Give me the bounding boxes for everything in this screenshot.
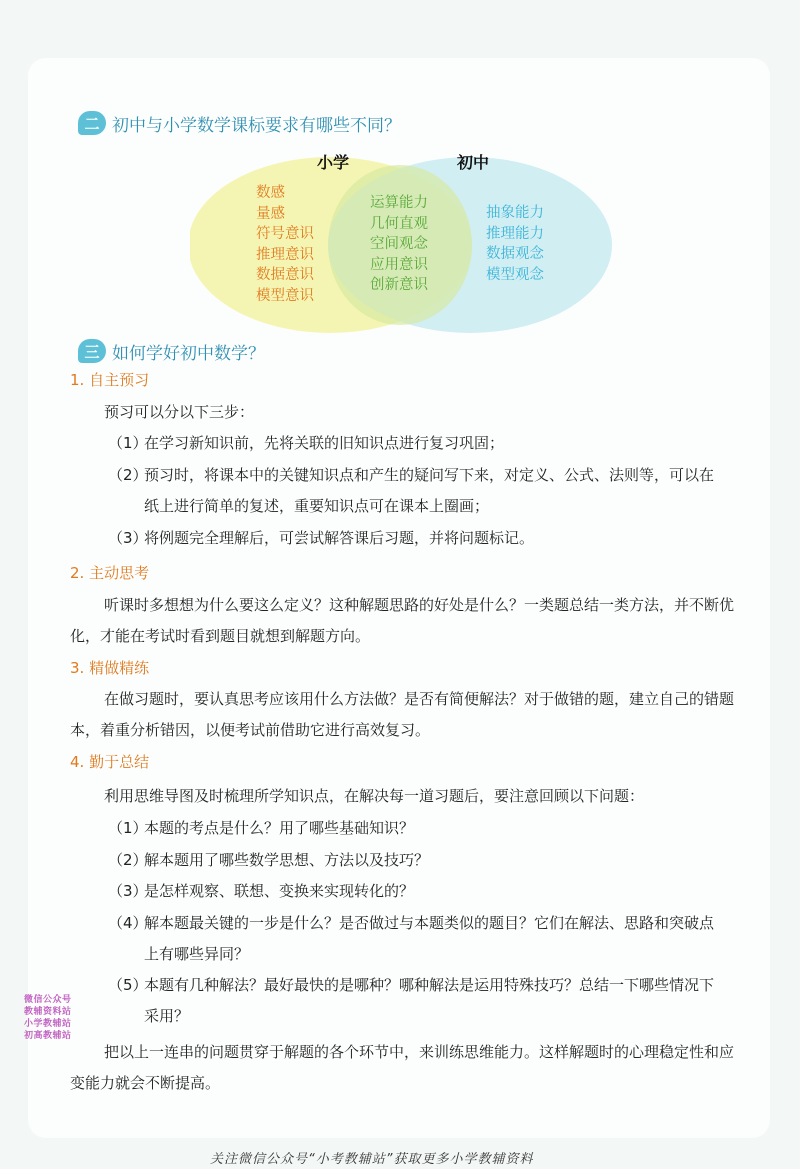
subsection-4-item xyxy=(108,845,738,876)
venn-left-item: 量感 xyxy=(256,205,285,222)
section-2-heading xyxy=(78,108,401,138)
item-text: 在学习新知识前，先将关联的旧知识点进行复习巩固； xyxy=(144,434,505,452)
watermark-line: 教辅资料站 xyxy=(24,1007,72,1017)
venn-overlap-item: 空间观念 xyxy=(370,236,428,252)
item-text: 本题的考点是什么？用了哪些基础知识？ xyxy=(144,819,415,837)
section-2-badge: 二 xyxy=(78,111,106,135)
venn-overlap-item: 几何直观 xyxy=(370,215,428,232)
subsection-1-item xyxy=(108,523,738,554)
venn-overlap-item: 运算能力 xyxy=(370,195,428,211)
venn-left-list xyxy=(256,183,314,306)
venn-right-label: 初中 xyxy=(457,153,490,172)
subsection-4-item xyxy=(108,970,728,1032)
subsection-3-text: 在做习题时，要认真思考应该用什么方法做？是否有简便解法？对于做错的题，建立自己的错题本，着重分析错因，以便考试前借助它进行高效复习。 xyxy=(70,690,735,739)
subsection-1-item xyxy=(108,460,728,522)
subsection-4-intro: 利用思维导图及时梳理所学知识点，在解决每一道习题后，要注意回顾以下问题： xyxy=(104,787,645,805)
section-3-heading xyxy=(78,336,265,366)
item-text: 解本题最关键的一步是什么？是否做过与本题类似的题目？它们在解法、思路和突破点上有哪些异同？ xyxy=(144,914,715,963)
venn-diagram xyxy=(190,145,620,345)
item-number: （3） xyxy=(108,882,148,900)
venn-left-item: 数据意识 xyxy=(256,267,314,283)
venn-right-item: 抽象能力 xyxy=(486,205,544,221)
watermark-line: 小学教辅站 xyxy=(24,1019,72,1029)
venn-overlap-list xyxy=(370,193,428,296)
watermark-stamp xyxy=(24,994,88,1042)
section-3-title: 如何学好初中数学？ xyxy=(112,343,265,364)
venn-overlap-item: 创新意识 xyxy=(370,277,428,293)
item-text: 预习时，将课本中的关键知识点和产生的疑问写下来，对定义、公式、法则等，可以在纸上进行简单的复述，重要知识点可在课本上圈画； xyxy=(144,466,715,515)
venn-left-item: 模型意识 xyxy=(256,287,314,304)
venn-left-item: 数感 xyxy=(256,185,285,201)
venn-left-label: 小学 xyxy=(317,153,350,172)
subsection-4-item xyxy=(108,876,738,907)
subsection-1-intro: 预习可以分以下三步： xyxy=(104,403,255,421)
section-3-badge: 三 xyxy=(78,339,106,363)
subsection-4-heading: 4. 勤于总结 xyxy=(70,753,150,771)
item-number: （1） xyxy=(108,434,148,452)
watermark-line: 微信公众号 xyxy=(24,995,72,1005)
item-number: （2） xyxy=(108,466,148,484)
item-number: （2） xyxy=(108,851,148,869)
venn-left-item: 符号意识 xyxy=(256,226,314,242)
item-text: 将例题完全理解后，可尝试解答课后习题，并将问题标记。 xyxy=(144,529,535,547)
subsection-1-heading: 1. 自主预习 xyxy=(70,371,150,389)
subsection-4-item xyxy=(108,813,738,844)
watermark-line: 初高教辅站 xyxy=(24,1031,72,1041)
venn-left-item: 推理意识 xyxy=(256,246,314,263)
venn-right-item: 数据观念 xyxy=(486,246,544,262)
footer-note: 关注微信公众号“小考教辅站”获取更多小学教辅资料 xyxy=(210,1152,534,1167)
item-text: 本题有几种解法？最好最快的是哪种？哪种解法是运用特殊技巧？总结一下哪些情况下采用？ xyxy=(144,976,715,1025)
subsection-3-heading: 3. 精做精练 xyxy=(70,659,150,677)
subsection-4-item xyxy=(108,908,728,970)
subsection-1-item xyxy=(108,428,738,459)
venn-right-item: 模型观念 xyxy=(486,266,544,283)
venn-right-item: 推理能力 xyxy=(486,225,544,242)
item-number: （5） xyxy=(108,976,148,994)
item-number: （3） xyxy=(108,529,148,547)
item-text: 解本题用了哪些数学思想、方法以及技巧？ xyxy=(144,851,430,869)
item-text: 是怎样观察、联想、变换来实现转化的？ xyxy=(144,882,415,900)
venn-overlap-item: 应用意识 xyxy=(370,256,428,273)
subsection-4-closing: 把以上一连串的问题贯穿于解题的各个环节中，来训练思维能力。这样解题时的心理稳定性和应变能力就会不断提高。 xyxy=(70,1043,735,1092)
item-number: （4） xyxy=(108,914,148,932)
section-2-title: 初中与小学数学课标要求有哪些不同？ xyxy=(112,115,401,136)
venn-right-list xyxy=(486,203,544,285)
subsection-2-text: 听课时多想想为什么要这么定义？这种解题思路的好处是什么？一类题总结一类方法，并不断优化，才能在考试时看到题目就想到解题方向。 xyxy=(70,596,735,645)
subsection-2-heading: 2. 主动思考 xyxy=(70,564,150,582)
item-number: （1） xyxy=(108,819,148,837)
